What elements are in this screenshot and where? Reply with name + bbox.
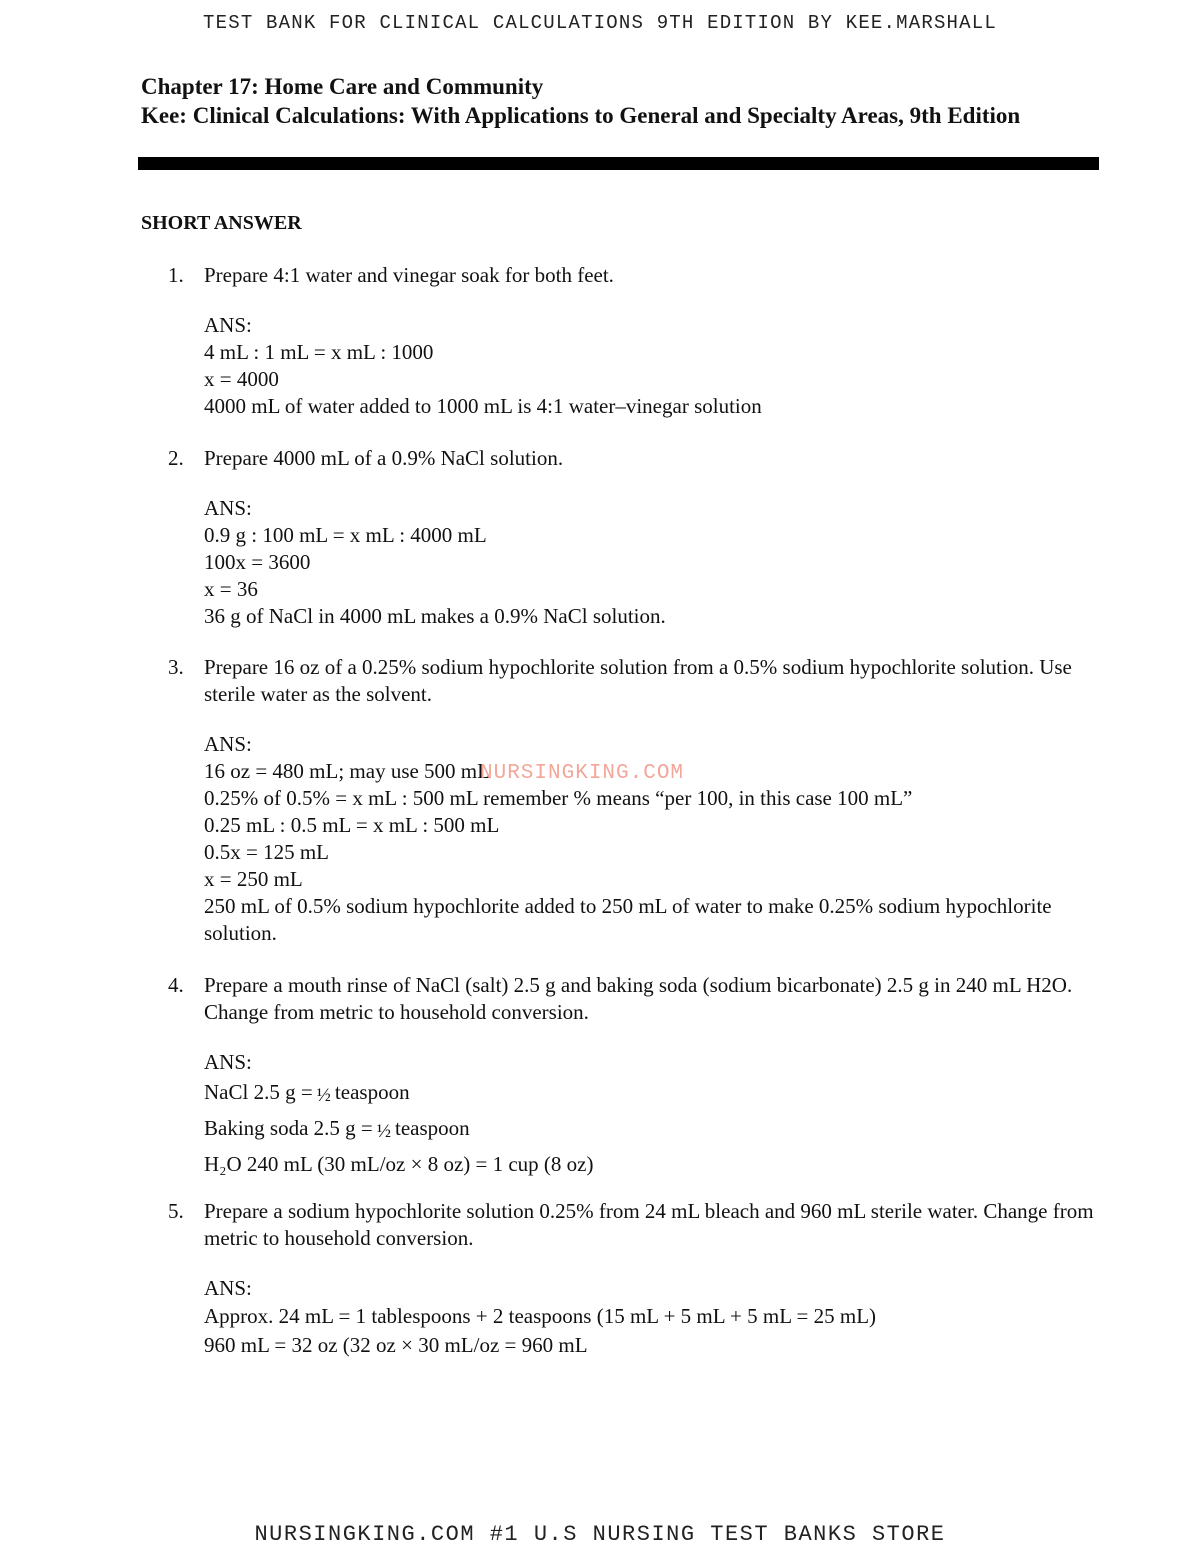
answer-label: ANS: xyxy=(204,496,252,520)
fraction: ½ xyxy=(316,1085,331,1106)
title-divider xyxy=(138,157,1099,170)
answer-line: x = 4000 xyxy=(204,367,279,391)
answer-line xyxy=(204,1076,1094,1112)
answer-line xyxy=(204,1112,1094,1148)
answer-text: Baking soda 2.5 g = xyxy=(204,1116,373,1140)
answer-line: 250 mL of 0.5% sodium hypochlorite added to 250 mL of water to make 0.25% sodium hypochlorite solution. xyxy=(204,894,1052,945)
fraction: ½ xyxy=(376,1121,391,1142)
section-heading: SHORT ANSWER xyxy=(141,212,302,234)
answer-text: teaspoon xyxy=(334,1080,410,1104)
page-header: TEST BANK FOR CLINICAL CALCULATIONS 9TH EDITION BY KEE.MARSHALL xyxy=(203,12,997,34)
answer-line: 0.5x = 125 mL xyxy=(204,840,330,864)
watermark: NURSINGKING.COM xyxy=(480,762,685,785)
answer-label: ANS: xyxy=(204,313,252,337)
answer-text: teaspoon xyxy=(395,1116,470,1140)
question-prompt: Prepare a mouth rinse of NaCl (salt) 2.5 g and baking soda (sodium bicarbonate) 2.5 g in 240 mL H2O. Change from metric to household conversion. xyxy=(204,973,1073,1024)
answer-line: x = 36 xyxy=(204,577,258,601)
answer-line: 960 mL = 32 oz (32 oz × 30 mL/oz = 960 mL xyxy=(204,1333,588,1357)
answer-line: 4000 mL of water added to 1000 mL is 4:1 water–vinegar solution xyxy=(204,394,762,418)
answer-line: 0.25 mL : 0.5 mL = x mL : 500 mL xyxy=(204,813,500,837)
answer-block xyxy=(204,495,1094,630)
answer-line: 0.9 g : 100 mL = x mL : 4000 mL xyxy=(204,523,487,547)
question-prompt: Prepare 16 oz of a 0.25% sodium hypochlorite solution from a 0.5% sodium hypochlorite solution. Use sterile water as the solvent. xyxy=(204,655,1072,706)
question-number: 2. xyxy=(168,446,184,470)
answer-label: ANS: xyxy=(204,1276,252,1300)
answer-text: NaCl 2.5 g = xyxy=(204,1080,313,1104)
answer-line: H₂O 240 mL (30 mL/oz × 8 oz) = 1 cup (8 oz) xyxy=(204,1152,594,1176)
answer-line: 100x = 3600 xyxy=(204,550,311,574)
answer-block xyxy=(204,1049,1094,1180)
answer-label: ANS: xyxy=(204,1050,252,1074)
chapter-title: Chapter 17: Home Care and Community xyxy=(141,74,544,99)
answer-block xyxy=(204,1275,1094,1360)
question-number: 3. xyxy=(168,655,184,679)
answer-line: 16 oz = 480 mL; may use 500 mL xyxy=(204,759,490,783)
answer-block xyxy=(204,312,1094,420)
answer-line: x = 250 mL xyxy=(204,867,303,891)
question-number: 4. xyxy=(168,973,184,997)
document-title xyxy=(141,72,1101,130)
question-prompt: Prepare 4:1 water and vinegar soak for both feet. xyxy=(204,263,614,287)
page-footer: NURSINGKING.COM #1 U.S NURSING TEST BANKS STORE xyxy=(254,1522,946,1547)
answer-label: ANS: xyxy=(204,732,252,756)
answer-line: Approx. 24 mL = 1 tablespoons + 2 teaspoons (15 mL + 5 mL + 5 mL = 25 mL) xyxy=(204,1304,877,1328)
question-number: 5. xyxy=(168,1199,184,1223)
answer-line: 0.25% of 0.5% = x mL : 500 mL remember % means “per 100, in this case 100 mL” xyxy=(204,786,913,810)
question-number: 1. xyxy=(168,263,184,287)
answer-line: 4 mL : 1 mL = x mL : 1000 xyxy=(204,340,434,364)
book-title: Kee: Clinical Calculations: With Applications to General and Specialty Areas, 9th Edition xyxy=(141,103,1021,128)
answer-line: 36 g of NaCl in 4000 mL makes a 0.9% NaCl solution. xyxy=(204,604,666,628)
question-prompt: Prepare a sodium hypochlorite solution 0.25% from 24 mL bleach and 960 mL sterile water. Change from metric to household conversion. xyxy=(204,1199,1094,1250)
question-prompt: Prepare 4000 mL of a 0.9% NaCl solution. xyxy=(204,446,564,470)
